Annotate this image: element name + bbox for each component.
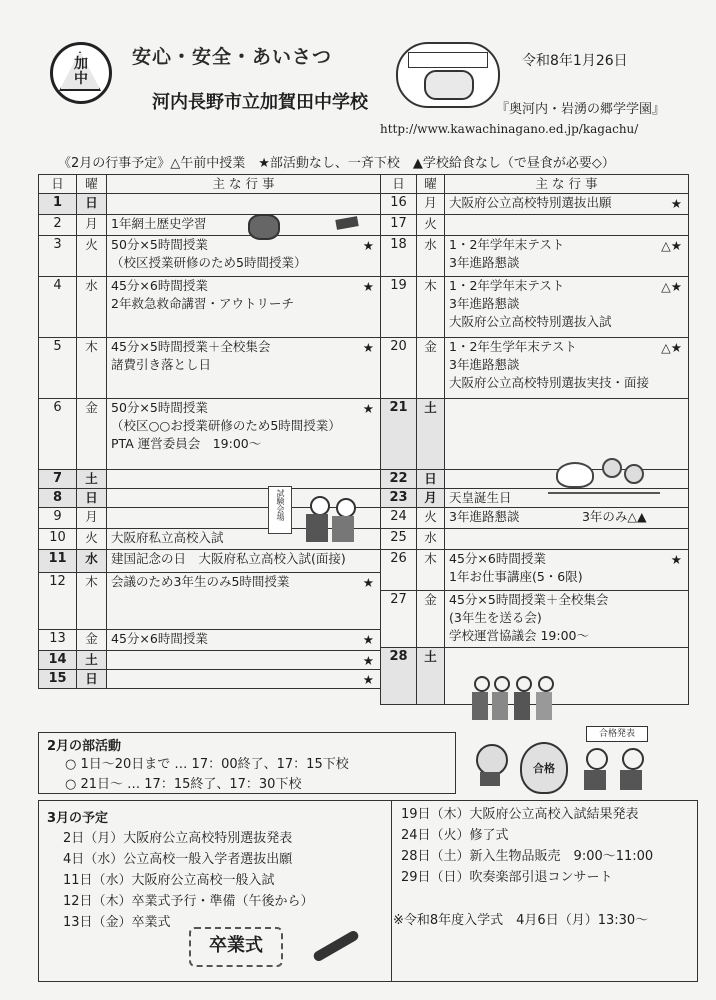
weekday-cell: 木 (77, 573, 107, 630)
event-line: 大阪府公立高校特別選抜入試 (449, 314, 612, 329)
day-cell: 1 (39, 194, 77, 215)
schedule-row (39, 215, 381, 236)
handshake-badge-icon (396, 42, 500, 108)
event-line: （校区授業研修のため5時間授業） (111, 255, 307, 270)
club-activities-box (38, 732, 456, 794)
banner-text: 合格発表 (586, 726, 648, 742)
weekday-cell: 日 (417, 470, 445, 489)
weekday-cell: 土 (77, 470, 107, 489)
day-cell: 2 (39, 215, 77, 236)
event-mark: ★ (362, 632, 374, 647)
day-cell: 10 (39, 529, 77, 550)
schedule-row (39, 399, 381, 470)
school-name: 河内長野市立加賀田中学校 (152, 92, 368, 113)
event-mark: ★ (670, 552, 682, 567)
weekday-cell: 水 (77, 277, 107, 338)
event-line: PTA 運営委員会 19:00〜 (111, 436, 262, 451)
schedule-row (381, 236, 689, 277)
event-mark: ★ (362, 279, 374, 294)
schedule-row (381, 550, 689, 591)
march-event: 24日（火）修了式 (401, 828, 509, 843)
event-line: 50分×5時間授業 (111, 400, 208, 415)
event-line: 1・2年学年末テスト (449, 278, 565, 293)
event-line: 建国記念の日 大阪府私立高校入試(面接) (111, 551, 346, 566)
event-mark: △★ (661, 238, 682, 253)
events-cell (445, 277, 689, 338)
march-event: 4日（水）公立高校一般入学者選抜出願 (63, 852, 293, 867)
weekday-cell: 月 (77, 215, 107, 236)
exam-venue-sign-icon (268, 486, 292, 534)
weekday-cell: 金 (417, 338, 445, 399)
weekday-cell: 日 (77, 489, 107, 508)
day-cell: 11 (39, 550, 77, 573)
legend: 《2月の行事予定》△午前中授業 ★部活動なし、一斉下校 ▲学校給食なし（で昼食が必要◇） (58, 156, 615, 171)
event-line: 45分×6時間授業 (111, 631, 208, 646)
day-cell: 22 (381, 470, 417, 489)
schedule-row (381, 194, 689, 215)
event-line: 45分×6時間授業 (449, 551, 546, 566)
march-event: 29日（日）吹奏楽部引退コンサート (401, 870, 613, 885)
graduation-stamp-icon (189, 927, 283, 967)
event-mark: ★ (362, 401, 374, 416)
event-line: 3年進路懇談 (449, 255, 520, 270)
day-cell: 15 (39, 670, 77, 689)
event-line: 45分×5時間授業＋全校集会 (449, 592, 609, 607)
demon-illustration-icon (470, 738, 510, 788)
schedule-table-left (38, 174, 381, 689)
schedule-row (39, 651, 381, 670)
event-mark: △★ (661, 279, 682, 294)
event-line: 3年進路懇談 (449, 296, 520, 311)
weekday-cell: 木 (77, 338, 107, 399)
event-line: 諸費引き落とし日 (111, 357, 212, 372)
event-mark: ★ (362, 340, 374, 355)
events-cell (107, 670, 381, 689)
day-cell: 8 (39, 489, 77, 508)
event-line: 1・2年生学年末テスト (449, 339, 577, 354)
day-cell: 13 (39, 630, 77, 651)
schedule-row (39, 550, 381, 573)
schedule-row (381, 591, 689, 648)
header-events: 主 な 行 事 (107, 175, 381, 194)
weekday-cell: 金 (77, 399, 107, 470)
club-line-1: ○ 1日〜20日まで … 17：00終了、17：15下校 (65, 757, 349, 772)
event-mark: ★ (670, 196, 682, 211)
event-line: 大阪府公立高校特別選抜実技・面接 (449, 375, 650, 390)
header-events: 主 な 行 事 (445, 175, 689, 194)
march-event: 19日（木）大阪府公立高校入試結果発表 (401, 807, 639, 822)
day-cell: 18 (381, 236, 417, 277)
header-weekday: 曜 (77, 175, 107, 194)
events-cell (107, 399, 381, 470)
event-line: 1年お仕事講座(5・6限) (449, 569, 583, 584)
club-title: 2月の部活動 (47, 739, 122, 754)
event-line: 45分×5時間授業＋全校集会 (111, 339, 271, 354)
events-cell (445, 215, 689, 236)
events-cell (445, 236, 689, 277)
march-event: 11日（水）大阪府公立高校一般入試 (63, 873, 275, 888)
events-cell (107, 277, 381, 338)
weekday-cell: 月 (417, 194, 445, 215)
header-day: 日 (39, 175, 77, 194)
emblem-text: 加 中 (74, 56, 88, 87)
pencil-illustration-icon (248, 214, 280, 240)
weekday-cell: 火 (417, 215, 445, 236)
event-line: 2年救急救命講習・アウトリーチ (111, 296, 294, 311)
weekday-cell: 日 (77, 194, 107, 215)
events-cell (445, 591, 689, 648)
day-cell: 4 (39, 277, 77, 338)
issue-date: 令和8年1月26日 (522, 53, 628, 69)
day-cell: 12 (39, 573, 77, 630)
day-cell: 25 (381, 529, 417, 550)
event-mark: △★ (661, 340, 682, 355)
day-cell: 26 (381, 550, 417, 591)
day-cell: 21 (381, 399, 417, 470)
weekday-cell: 月 (417, 489, 445, 508)
day-cell: 17 (381, 215, 417, 236)
pass-text: 合格 (533, 762, 555, 775)
events-cell (445, 508, 689, 529)
event-line: 大阪府公立高校特別選抜出願 (449, 195, 612, 210)
weekday-cell: 金 (417, 591, 445, 648)
school-url[interactable]: http://www.kawachinagano.ed.jp/kagachu/ (380, 122, 639, 136)
schedule-row (39, 573, 381, 630)
event-mark: ★ (362, 575, 374, 590)
weekday-cell: 土 (77, 651, 107, 670)
events-cell (107, 338, 381, 399)
march-schedule-box (38, 800, 698, 982)
event-mark: ★ (362, 672, 374, 687)
day-cell: 23 (381, 489, 417, 508)
events-cell (445, 550, 689, 591)
weekday-cell: 火 (77, 529, 107, 550)
bird-flowers-illustration-icon (548, 452, 660, 496)
march-event: 28日（土）新入生物品販売 9:00〜11:00 (401, 849, 654, 864)
events-cell (107, 651, 381, 670)
day-cell: 3 (39, 236, 77, 277)
weekday-cell: 木 (417, 550, 445, 591)
schedule-table-right (380, 174, 689, 705)
schedule-row (381, 508, 689, 529)
weekday-cell: 火 (77, 236, 107, 277)
weekday-cell: 月 (77, 508, 107, 529)
events-cell (107, 194, 381, 215)
events-cell (107, 236, 381, 277)
schedule-row (39, 470, 381, 489)
weekday-cell: 土 (417, 399, 445, 470)
weekday-cell: 水 (77, 550, 107, 573)
event-mark: ★ (362, 653, 374, 668)
event-line: 3年進路懇談 (449, 357, 520, 372)
event-line: 学校運営協議会 19:00〜 (449, 628, 589, 643)
header-day: 日 (381, 175, 417, 194)
day-cell: 27 (381, 591, 417, 648)
event-line: 1・2年学年末テスト (449, 237, 565, 252)
schedule-row (381, 529, 689, 550)
march-title: 3月の予定 (47, 811, 109, 826)
event-line: （校区○○お授業研修のため5時間授業） (111, 418, 341, 433)
event-line: 1年網土歴史学習 (111, 216, 207, 231)
day-cell: 5 (39, 338, 77, 399)
day-cell: 20 (381, 338, 417, 399)
march-event: 12日（木）卒業式予行・準備（午後から） (63, 894, 314, 909)
header-weekday: 曜 (417, 175, 445, 194)
events-cell (107, 630, 381, 651)
events-cell (107, 550, 381, 573)
weekday-cell: 金 (77, 630, 107, 651)
day-cell: 7 (39, 470, 77, 489)
day-cell: 24 (381, 508, 417, 529)
schedule-row (381, 277, 689, 338)
schedule-row (381, 338, 689, 399)
march-event: 2日（月）大阪府公立高校特別選抜発表 (63, 831, 293, 846)
schedule-row (39, 236, 381, 277)
day-cell: 28 (381, 648, 417, 705)
motto: 『奥河内・岩湧の郷学学園』 (496, 102, 666, 117)
schedule-row (39, 670, 381, 689)
event-mark: ★ (362, 238, 374, 253)
event-line: 会議のため3年生のみ5時間授業 (111, 574, 290, 589)
graduation-stamp-text: 卒業式 (209, 935, 263, 956)
weekday-cell: 木 (417, 277, 445, 338)
family-illustration-icon (470, 676, 566, 722)
event-line: 大阪府私立高校入試 (111, 530, 224, 545)
weekday-cell: 日 (77, 670, 107, 689)
school-emblem (50, 42, 112, 104)
day-cell: 14 (39, 651, 77, 670)
events-cell (445, 194, 689, 215)
schedule-row (39, 194, 381, 215)
events-cell (445, 338, 689, 399)
events-cell (107, 470, 381, 489)
march-event: 13日（金）卒業式 (63, 915, 171, 930)
weekday-cell: 水 (417, 529, 445, 550)
club-line-2: ○ 21日〜 … 17：15終了、17：30下校 (65, 777, 302, 792)
day-cell: 19 (381, 277, 417, 338)
pass-announcement-illustration-icon (578, 726, 674, 792)
event-line: 45分×6時間授業 (111, 278, 208, 293)
schedule-row (39, 338, 381, 399)
diploma-tube-icon (312, 929, 360, 963)
event-line: 3年進路懇談 3年のみ△▲ (449, 509, 647, 524)
event-line: 50分×5時間授業 (111, 237, 208, 252)
schedule-row (39, 277, 381, 338)
slogan: 安心・安全・あいさつ (132, 46, 333, 68)
weekday-cell: 火 (417, 508, 445, 529)
weekday-cell: 水 (417, 236, 445, 277)
daruma-pass-icon (520, 742, 568, 794)
events-cell (107, 573, 381, 630)
schedule-row (39, 630, 381, 651)
events-cell (445, 529, 689, 550)
entrance-ceremony-note: ※令和8年度入学式 4月6日（月）13:30〜 (393, 913, 649, 928)
students-illustration-icon (302, 494, 364, 546)
weekday-cell: 土 (417, 648, 445, 705)
schedule-row (381, 215, 689, 236)
day-cell: 16 (381, 194, 417, 215)
day-cell: 6 (39, 399, 77, 470)
exam-sign-text: 試験会場 (276, 489, 285, 521)
event-line: 天皇誕生日 (449, 490, 512, 505)
day-cell: 9 (39, 508, 77, 529)
event-line: (3年生を送る会) (449, 610, 542, 625)
